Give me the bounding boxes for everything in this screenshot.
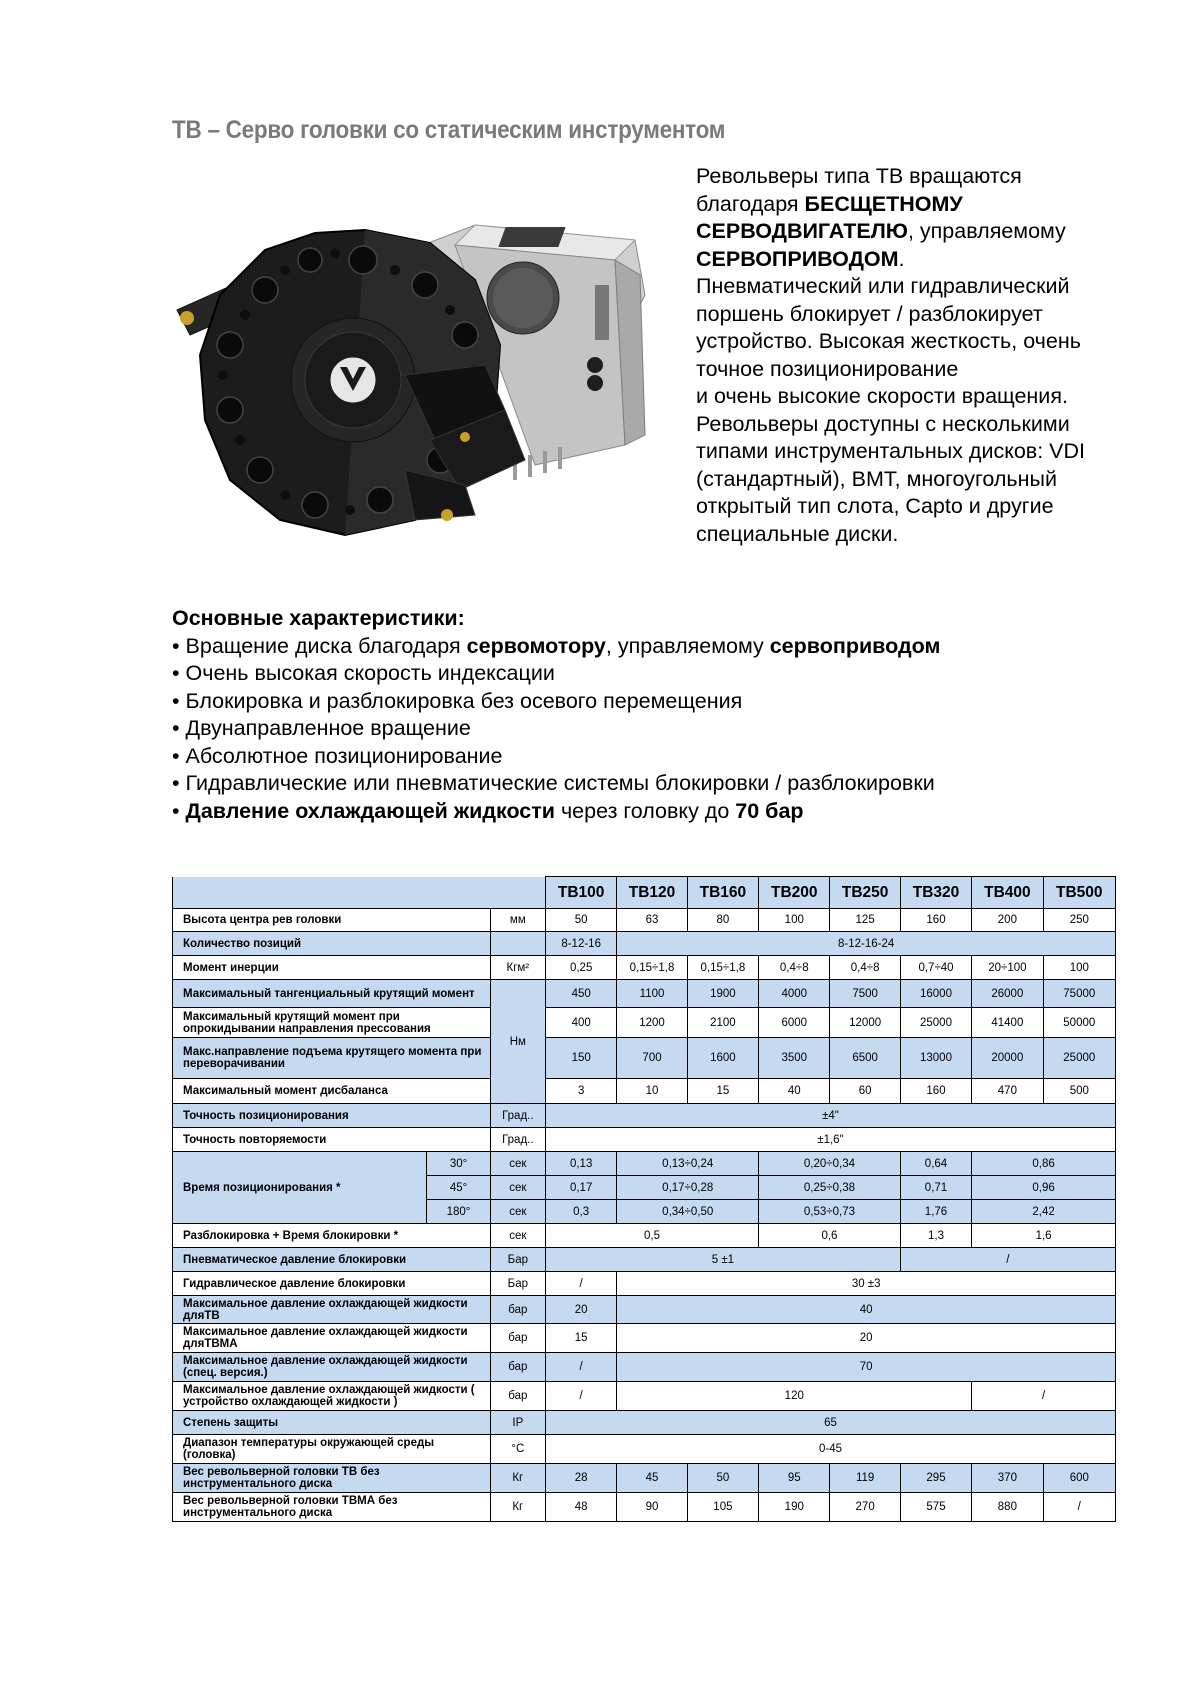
description-paragraph-1: Револьверы типа ТВ вращаются благодаря БЕСЩЕТНОМУ СЕРВОДВИГАТЕЛЮ, управляемому СЕРВОПРИВОДОМ. xyxy=(696,164,1066,271)
table-row: 45° сек 0,17 0,17÷0,28 0,25÷0,38 0,71 0,96 xyxy=(173,1176,1116,1200)
model-header: TB120 xyxy=(617,877,687,909)
model-header: TB500 xyxy=(1043,877,1115,909)
table-row: Время позиционирования * 30° сек 0,13 0,13÷0,24 0,20÷0,34 0,64 0,86 xyxy=(173,1152,1116,1176)
page-title: ТВ – Серво головки со статическим инструментом xyxy=(172,116,726,144)
turret-head-image xyxy=(175,215,665,600)
feature-item: • Вращение диска благодаря сервомотору, управляемому сервоприводом xyxy=(172,633,940,661)
table-row: Макс.направление подъема крутящего момента при переворачивании 150 700 1600 3500 6500 13000 20000 25000 xyxy=(173,1038,1116,1079)
table-row: Максимальное давление охлаждающей жидкости дляТВ бар 20 40 xyxy=(173,1296,1116,1324)
feature-item: • Блокировка и разблокировка без осевого перемещения xyxy=(172,688,940,716)
feature-item: • Очень высокая скорость индексации xyxy=(172,660,940,688)
features-list xyxy=(172,633,940,826)
table-header-row xyxy=(173,877,1116,909)
features-section xyxy=(172,605,940,825)
table-row: Высота центра рев головки мм 50 63 80 100 125 160 200 250 xyxy=(173,909,1116,932)
description-paragraph-3: и очень высокие скорости вращения. Револьверы доступны с несколькими типами инструментальных дисков: VDI (стандартный), BMT, многоугольный открытый тип слота, Capto и другие специальные диски. xyxy=(696,384,1086,546)
model-header: TB200 xyxy=(759,877,830,909)
table-row: Точность позиционирования Град.. ±4" xyxy=(173,1104,1116,1128)
spec-table xyxy=(172,876,1116,1522)
table-row: Момент инерции Кгм² 0,25 0,15÷1,8 0,15÷1,8 0,4÷8 0,4÷8 0,7÷40 20÷100 100 xyxy=(173,956,1116,980)
model-header: TB400 xyxy=(972,877,1043,909)
table-row: Количество позиций 8-12-16 8-12-16-24 xyxy=(173,932,1116,956)
feature-item: • Гидравлические или пневматические системы блокировки / разблокировки xyxy=(172,770,940,798)
description xyxy=(696,163,1116,548)
table-row: Гидравлическое давление блокировки Бар / 30 ±3 xyxy=(173,1272,1116,1296)
table-row: Вес револьверной головки ТВМА без инструментального диска Кг 48 90 105 190 270 575 880 / xyxy=(173,1493,1116,1522)
table-row: Точность повторяемости Град.. ±1,6" xyxy=(173,1128,1116,1152)
model-header: TB160 xyxy=(687,877,758,909)
model-header: TB320 xyxy=(900,877,971,909)
table-row: Диапазон температуры окружающей среды (головка) °C 0-45 xyxy=(173,1435,1116,1464)
table-row: Вес револьверной головки ТВ без инструментального диска Кг 28 45 50 95 119 295 370 600 xyxy=(173,1464,1116,1493)
table-row: Максимальное давление охлаждающей жидкости дляТВМА бар 15 20 xyxy=(173,1324,1116,1353)
description-paragraph-2: Пневматический или гидравлический поршень блокирует / разблокирует устройство. Высокая жесткость, очень точное позиционирование xyxy=(696,274,1081,381)
table-row: 180° сек 0,3 0,34÷0,50 0,53÷0,73 1,76 2,42 xyxy=(173,1200,1116,1224)
table-row: Максимальный крутящий момент при опрокидывании направления прессования 400 1200 2100 6000 12000 25000 41400 50000 xyxy=(173,1008,1116,1038)
table-row: Максимальный тангенциальный крутящий момент Нм 450 1100 1900 4000 7500 16000 26000 75000 xyxy=(173,980,1116,1008)
table-row: Максимальное давление охлаждающей жидкости (спец. версия.) бар / 70 xyxy=(173,1353,1116,1382)
feature-item: • Абсолютное позиционирование xyxy=(172,743,940,771)
table-row: Максимальный момент дисбаланса 3 10 15 40 60 160 470 500 xyxy=(173,1079,1116,1104)
table-row: Разблокировка + Время блокировки * сек 0,5 0,6 1,3 1,6 xyxy=(173,1224,1116,1248)
table-row: Степень защиты IP 65 xyxy=(173,1411,1116,1435)
model-header: TB250 xyxy=(830,877,900,909)
feature-item: • Давление охлаждающей жидкости через головку до 70 бар xyxy=(172,798,940,826)
features-heading: Основные характеристики: xyxy=(172,606,465,630)
table-row: Пневматическое давление блокировки Бар 5 ±1 / xyxy=(173,1248,1116,1272)
model-header: TB100 xyxy=(545,877,616,909)
header-blank xyxy=(173,877,546,909)
feature-item: • Двунаправленное вращение xyxy=(172,715,940,743)
table-row: Максимальное давление охлаждающей жидкости ( устройство охлаждающей жидкости ) бар / 120 / xyxy=(173,1382,1116,1411)
